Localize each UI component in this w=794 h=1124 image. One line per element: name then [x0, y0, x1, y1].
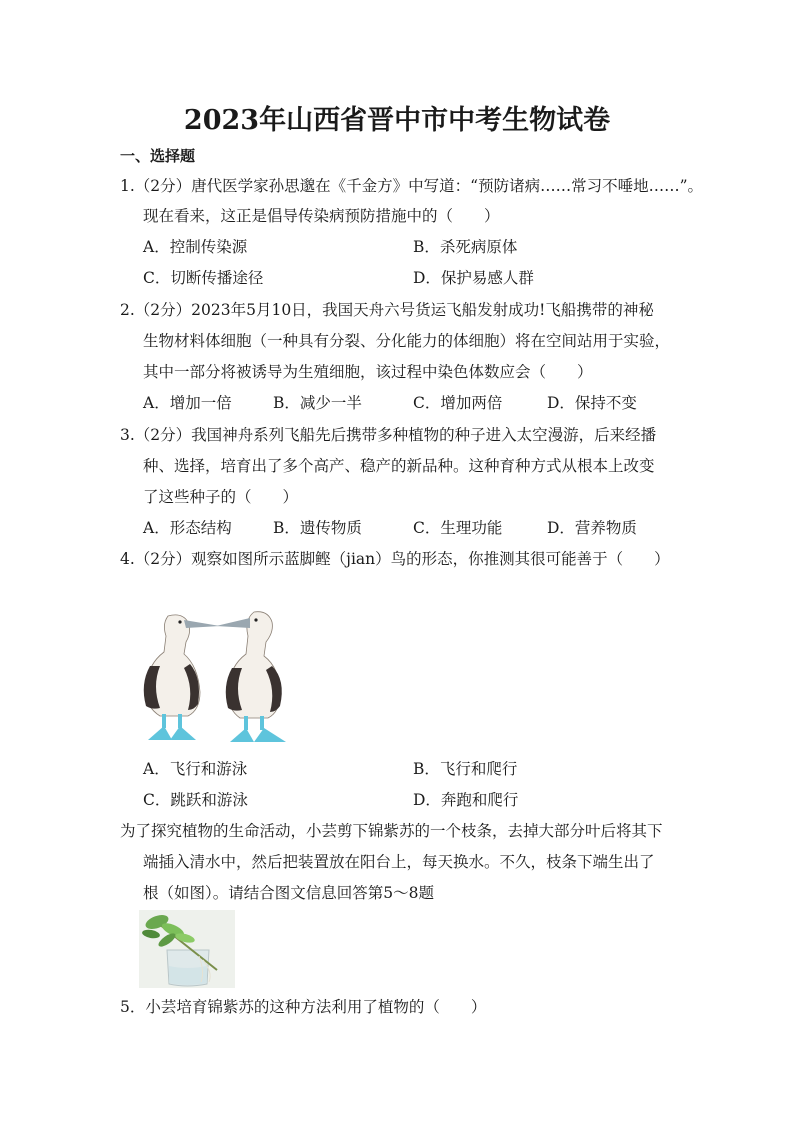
q2-option-b: B．减少一半 — [273, 394, 362, 412]
q4-option-a: A．飞行和游泳 — [143, 760, 248, 778]
q3-stem-line2: 种、选择，培育出了多个高产、稳产的新品种。这种育种方式从根本上改变 — [143, 457, 655, 475]
q1-stem-line1: 1.（2分）唐代医学家孙思邈在《千金方》中写道：“预防诸病……常习不唾地……”。 — [120, 177, 704, 195]
q4-option-c: C．跳跃和游泳 — [143, 791, 248, 809]
coleus-cutting-image — [139, 910, 235, 988]
q3-stem-line3: 了这些种子的（ ） — [143, 488, 299, 506]
q1-option-d: D．保护易感人群 — [413, 269, 534, 287]
q3-option-d: D．营养物质 — [547, 519, 637, 537]
q1-option-c: C．切断传播途径 — [143, 269, 264, 287]
q1-stem-line2: 现在看来，这正是倡导传染病预防措施中的（ ） — [143, 207, 500, 225]
booby-right — [216, 612, 286, 742]
shared-stem-line3: 根（如图）。请结合图文信息回答第5～8题 — [143, 884, 434, 902]
q4-option-b: B．飞行和爬行 — [413, 760, 518, 778]
page-title: 2023年山西省晋中市中考生物试卷 — [183, 105, 611, 136]
q2-option-c: C．增加两倍 — [413, 394, 503, 412]
q3-option-a: A．形态结构 — [143, 519, 232, 537]
q2-stem-line3: 其中一部分将被诱导为生殖细胞，该过程中染色体数应会（ ） — [143, 363, 593, 381]
q3-stem-line1: 3.（2分）我国神舟系列飞船先后携带多种植物的种子进入太空漫游，后来经播 — [120, 426, 657, 444]
q3-option-c: C．生理功能 — [413, 519, 503, 537]
q3-option-b: B．遗传物质 — [273, 519, 362, 537]
q2-option-d: D．保持不变 — [547, 394, 637, 412]
q4-option-d: D．奔跑和爬行 — [413, 791, 519, 809]
booby-left — [144, 615, 220, 740]
shared-stem-line1: 为了探究植物的生命活动，小芸剪下锦紫苏的一个枝条，去掉大部分叶后将其下 — [120, 822, 663, 840]
section-heading: 一、选择题 — [120, 147, 196, 165]
q4-stem-line1: 4.（2分）观察如图所示蓝脚鲣（jian）鸟的形态，你推测其很可能善于（ ） — [120, 550, 670, 568]
q2-stem-line2: 生物材料体细胞（一种具有分裂、分化能力的体细胞）将在空间站用于实验， — [143, 332, 671, 350]
q5-stem-line1: 5．小芸培育锦紫苏的这种方法利用了植物的（ ） — [120, 998, 487, 1016]
q1-option-a: A．控制传染源 — [143, 238, 248, 256]
q2-option-a: A．增加一倍 — [143, 394, 232, 412]
q2-stem-line1: 2.（2分）2023年5月10日，我国天舟六号货运飞船发射成功!飞船携带的神秘 — [120, 301, 654, 319]
q1-option-b: B．杀死病原体 — [413, 238, 518, 256]
blue-footed-booby-image — [138, 606, 296, 748]
shared-stem-line2: 端插入清水中，然后把装置放在阳台上，每天换水。不久，枝条下端生出了 — [143, 853, 655, 871]
